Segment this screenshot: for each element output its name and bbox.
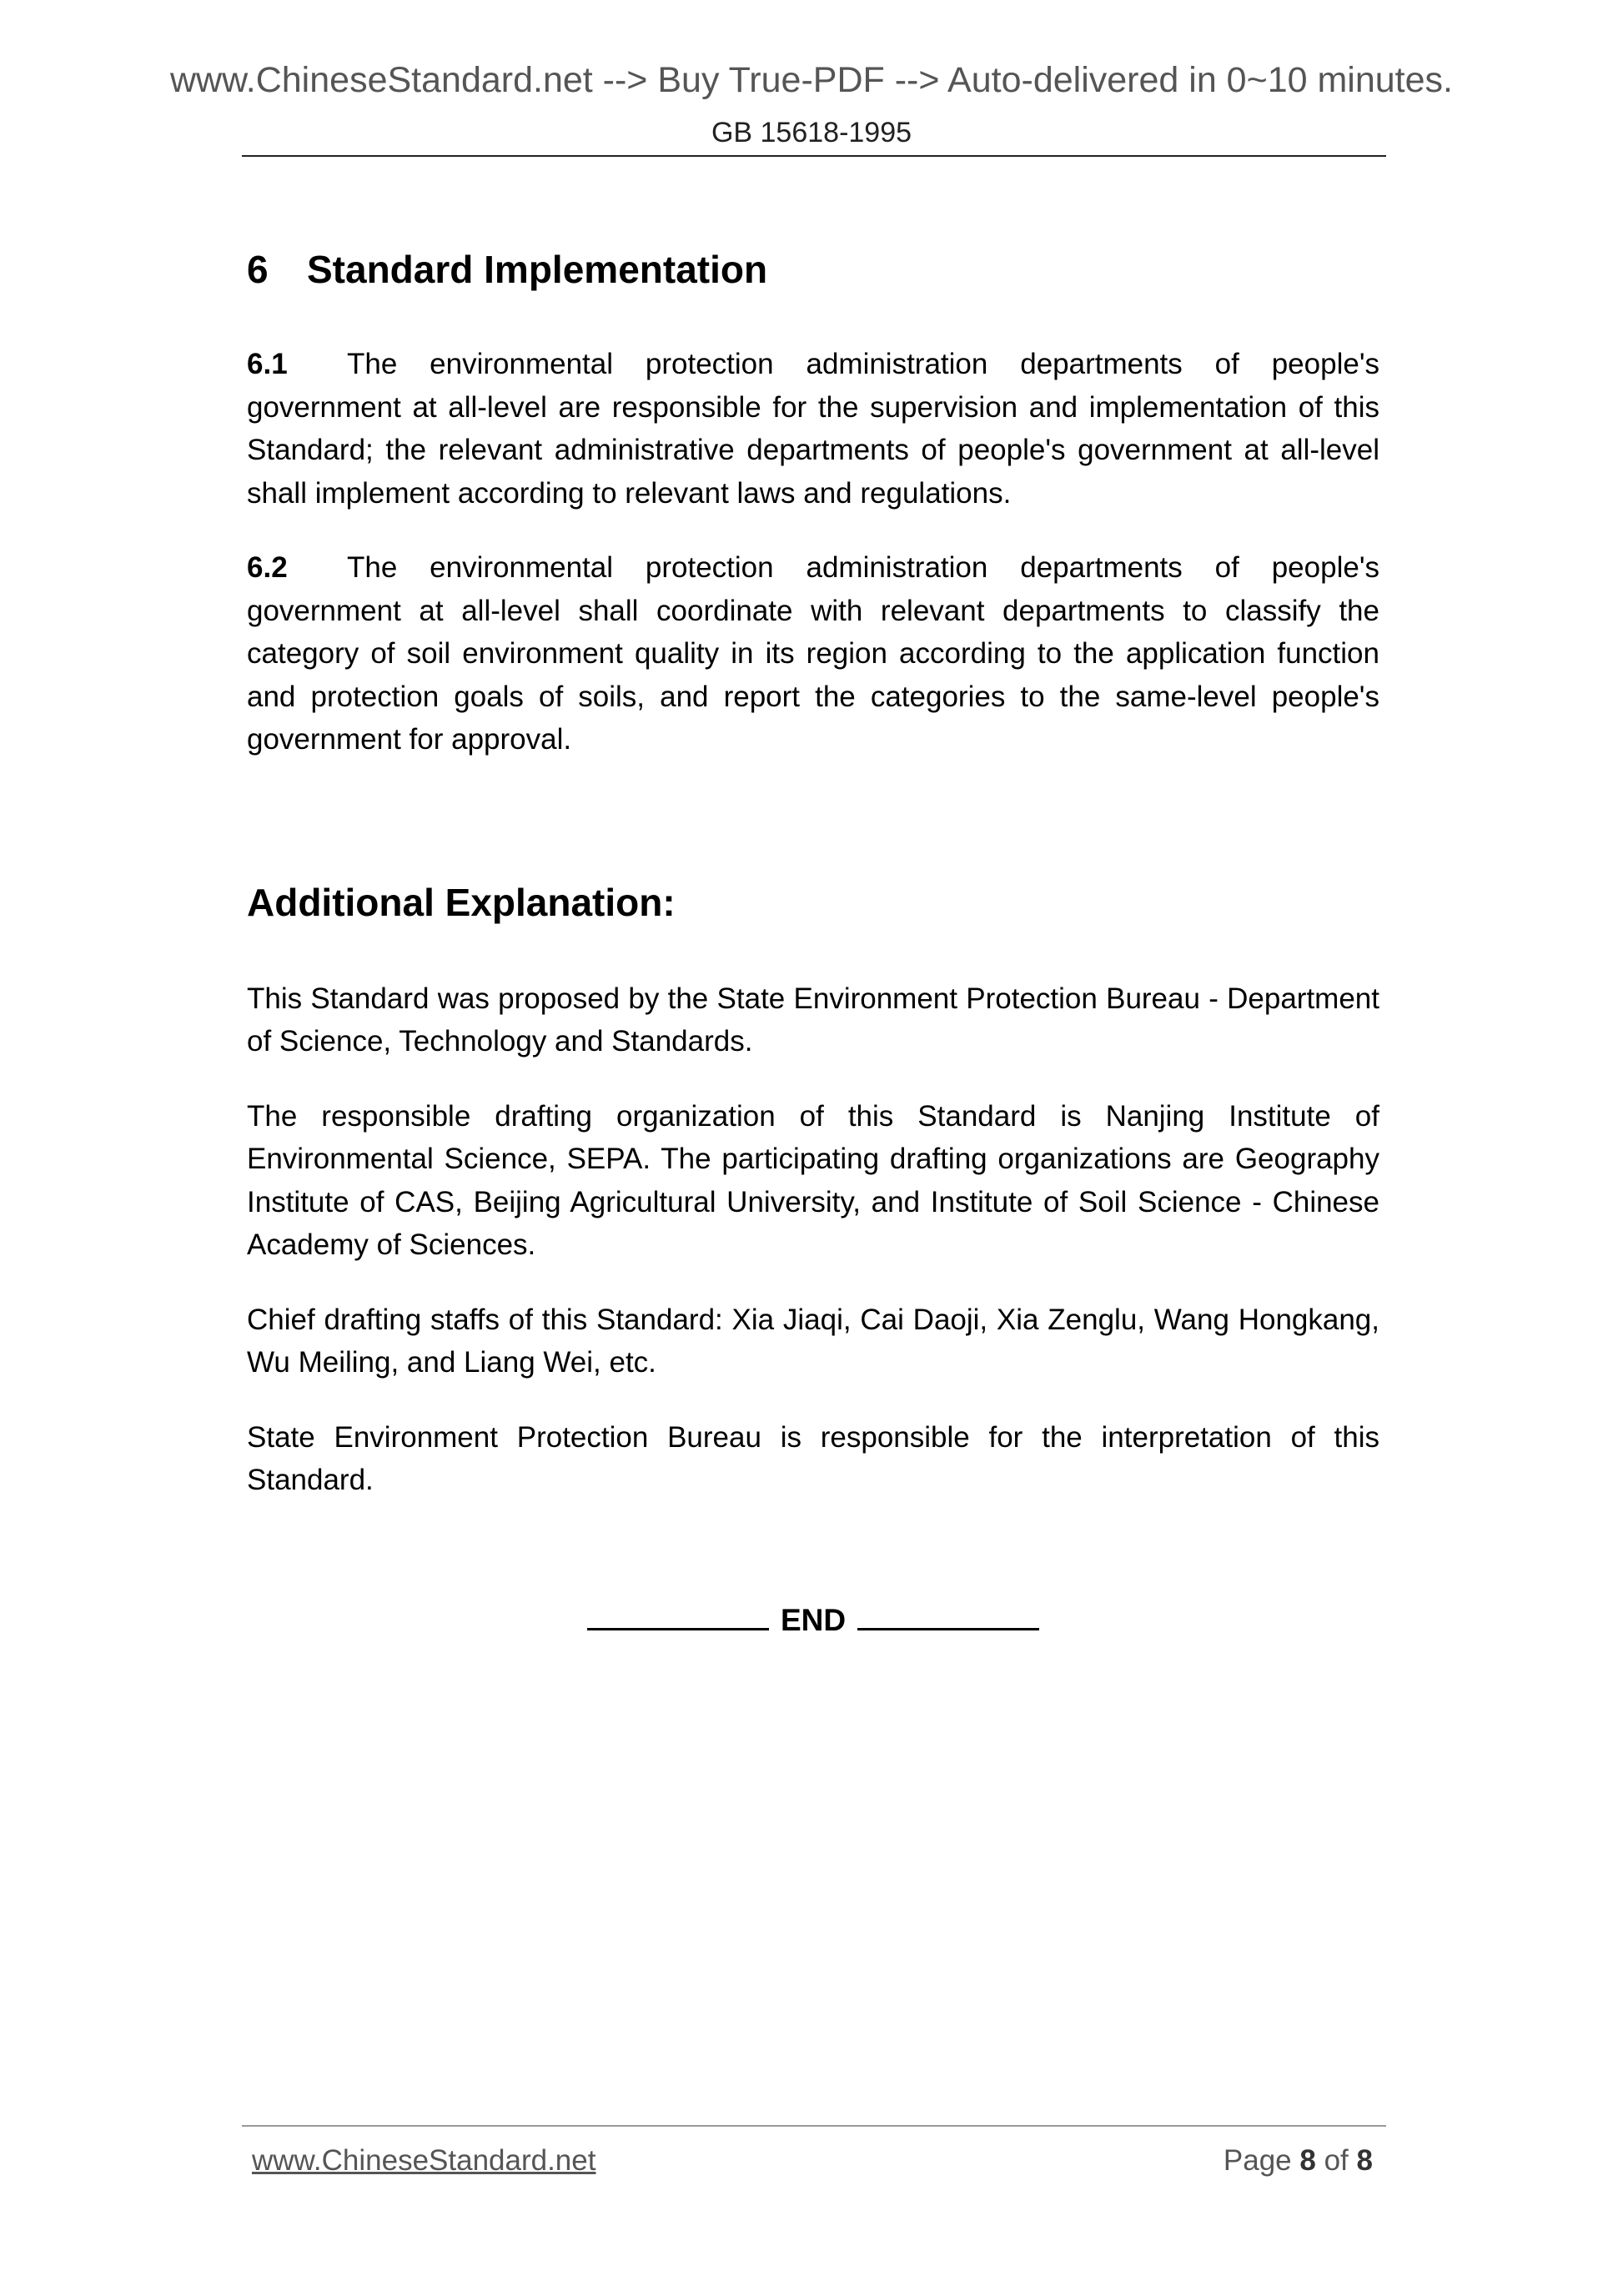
header-divider: [242, 155, 1386, 157]
end-marker: [247, 1602, 1379, 1639]
top-banner: www.ChineseStandard.net --> Buy True-PDF --> Auto-delivered in 0~10 minutes.: [169, 60, 1453, 100]
clause-6-2: [247, 546, 1379, 761]
page-prefix: Page: [1223, 2144, 1292, 2177]
clause-6-1: [247, 343, 1379, 515]
section-6-title: Standard Implementation: [307, 248, 768, 291]
section-6-heading: [247, 247, 1379, 293]
page-indicator: [1224, 2143, 1373, 2178]
end-rule-right: [857, 1628, 1039, 1630]
page-total: 8: [1356, 2144, 1373, 2177]
end-rule-left: [587, 1628, 769, 1630]
footer-divider: [242, 2125, 1386, 2127]
explanation-paragraph: State Environment Protection Bureau is responsible for the interpretation of this Standard.: [247, 1420, 1379, 1497]
explanation-paragraph: This Standard was proposed by the State Environment Protection Bureau - Department of Science, Technology and Standards.: [247, 982, 1379, 1058]
page-content: [247, 247, 1379, 1639]
clause-6-2-text: The environmental protection administration departments of people's government at all-level shall coordinate with relevant departments to classify the category of soil environment quality in its region according to the application function and protection goals of soils, and report the categories to the same-level people's government for approval.: [247, 551, 1379, 756]
additional-explanation-heading: Additional Explanation:: [247, 880, 676, 924]
explanation-paragraph: Chief drafting staffs of this Standard: Xia Jiaqi, Cai Daoji, Xia Zenglu, Wang Hongkang, Wu Meiling, and Liang Wei, etc.: [247, 1303, 1379, 1379]
section-6-number: 6: [247, 248, 269, 291]
end-label: END: [780, 1602, 847, 1637]
clause-6-1-text: The environmental protection administration departments of people's government at all-level are responsible for the supervision and implementation of this Standard; the relevant administrative departments of people's government at all-level shall implement according to relevant laws and regulations.: [247, 348, 1379, 510]
clause-6-1-number: 6.1: [247, 348, 288, 381]
explanation-paragraph: The responsible drafting organization of this Standard is Nanjing Institute of Environmental Science, SEPA. The participating drafting organizations are Geography Institute of CAS, Beijing Agricultural University, and Institute of Soil Science - Chinese Academy of Sciences.: [247, 1099, 1379, 1262]
page-of: of: [1324, 2144, 1349, 2177]
standard-code: GB 15618-1995: [711, 117, 912, 148]
page-current: 8: [1299, 2144, 1316, 2177]
footer-site-link[interactable]: www.ChineseStandard.net: [252, 2144, 596, 2177]
clause-6-2-number: 6.2: [247, 551, 288, 585]
